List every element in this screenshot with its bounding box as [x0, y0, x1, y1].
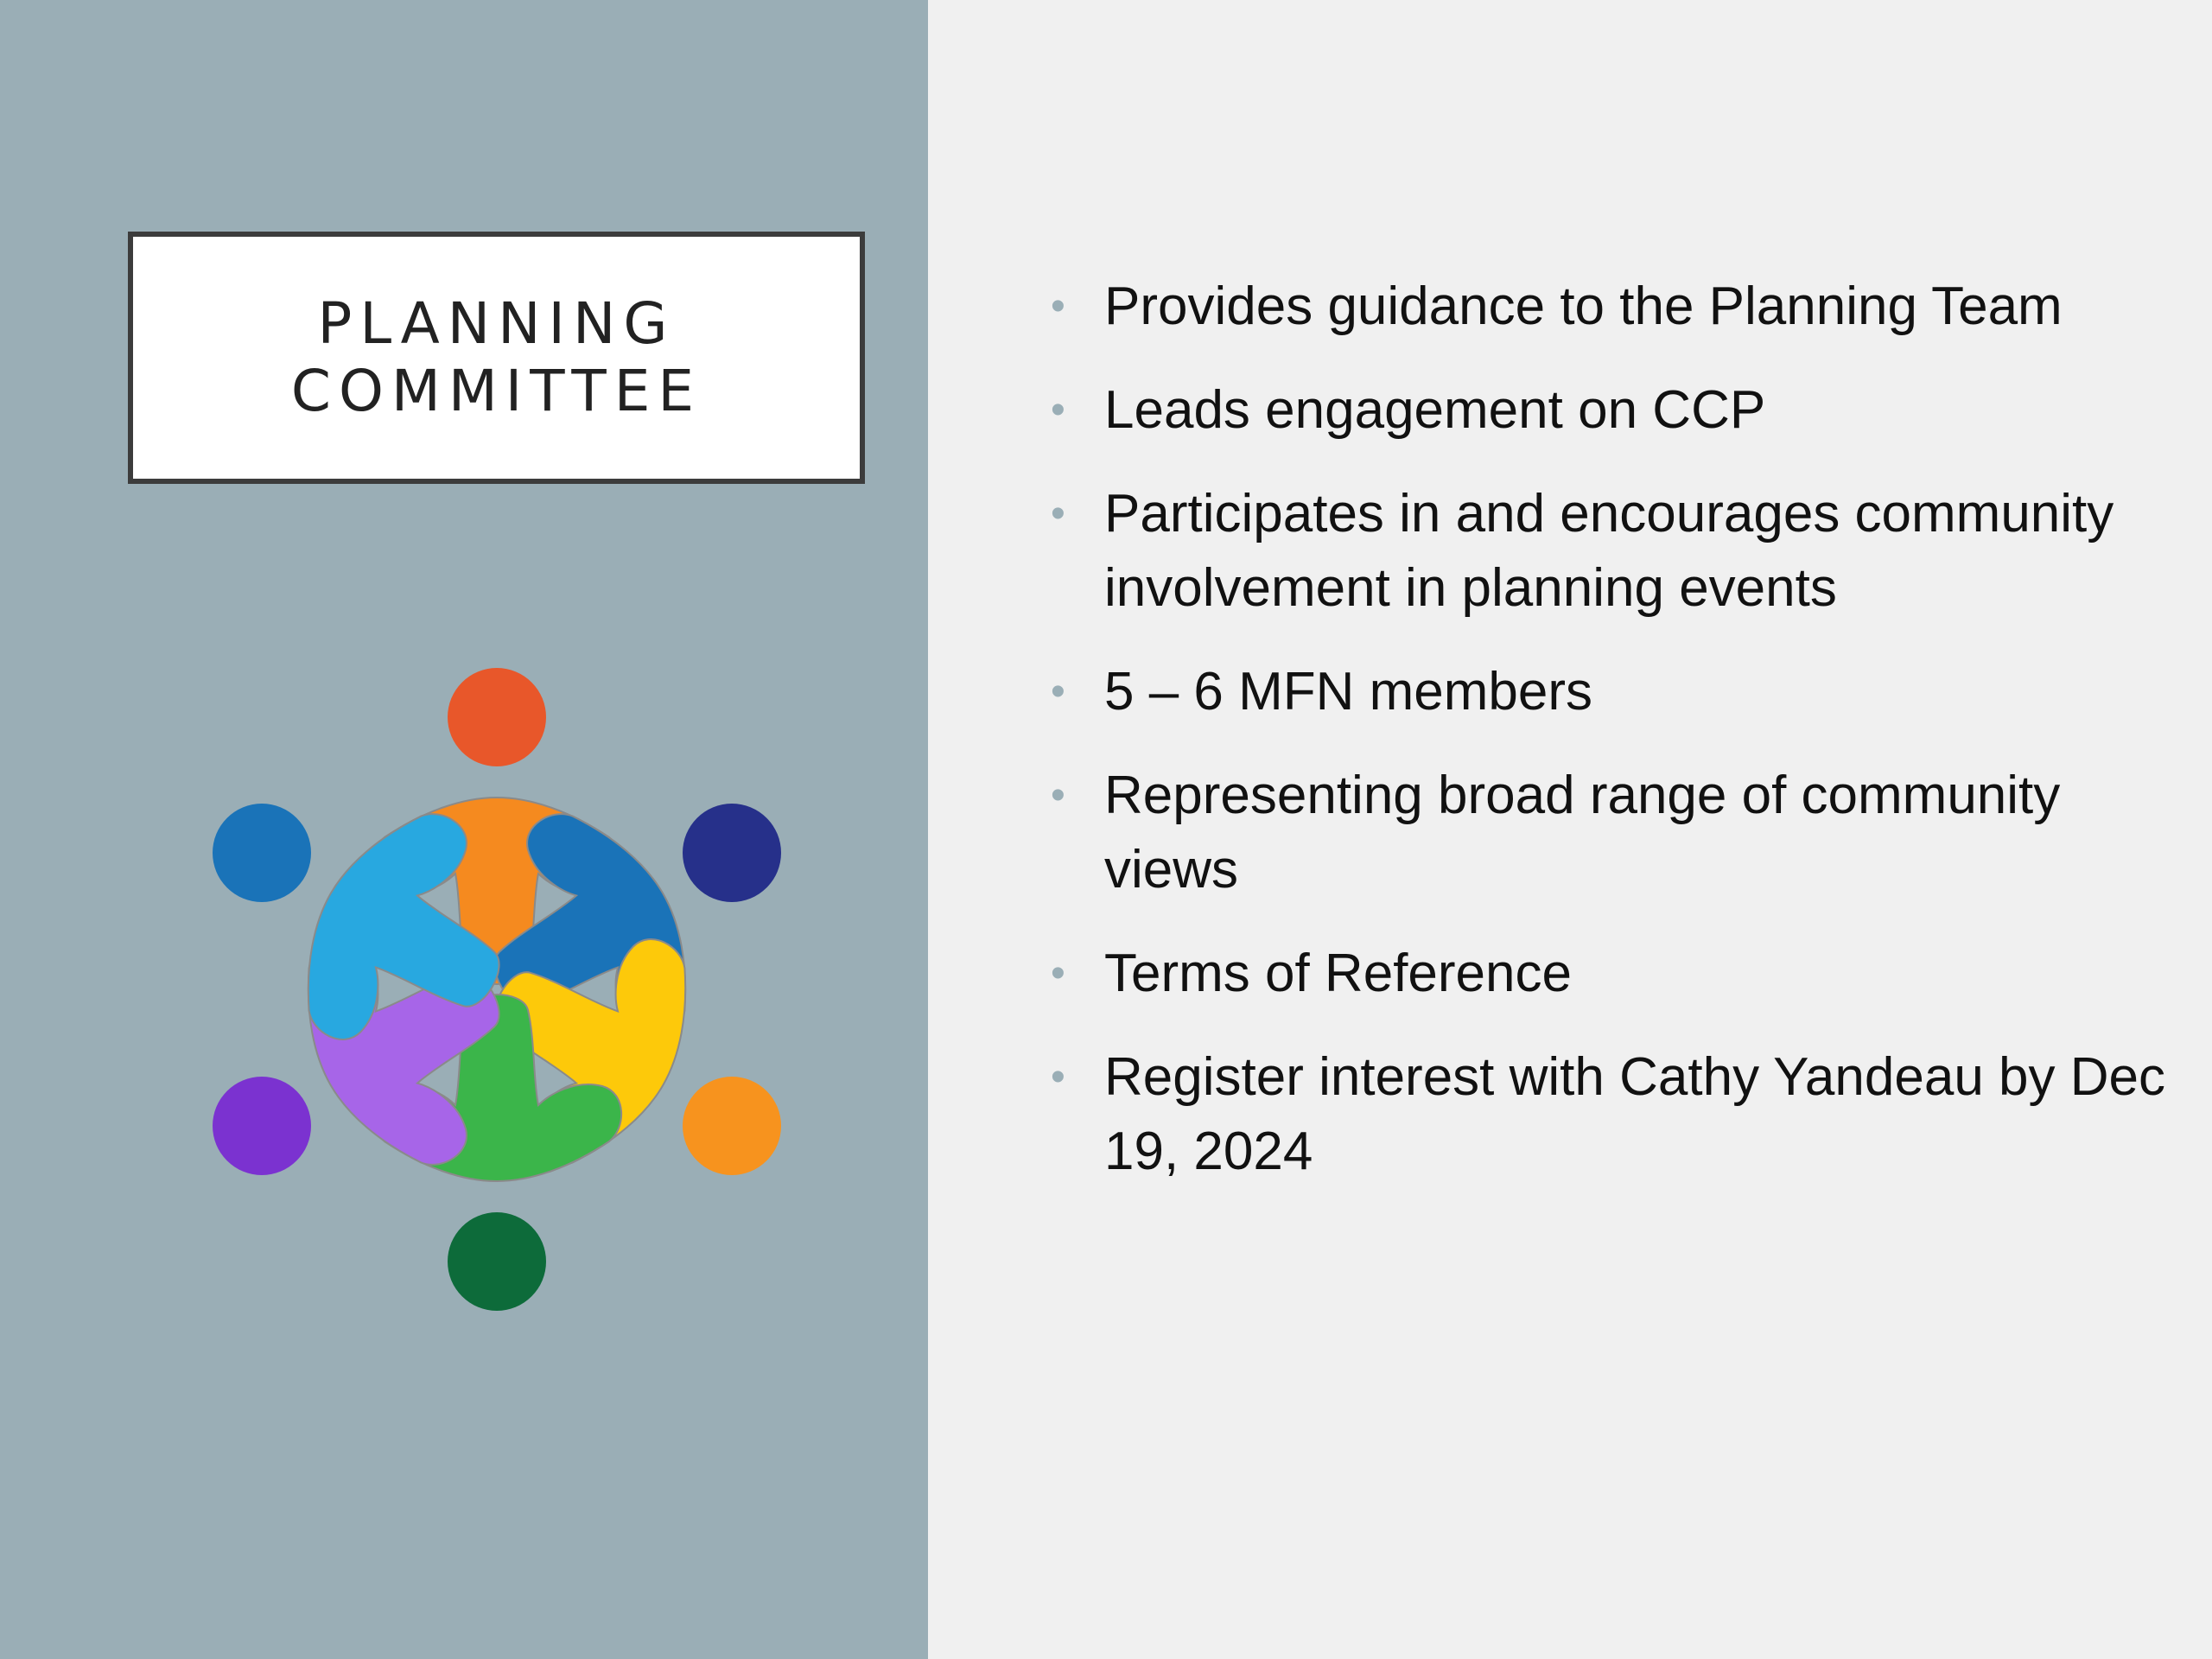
bullet-icon: •: [1051, 950, 1065, 996]
people-circle-icon: [138, 575, 864, 1395]
bullet-text: 5 – 6 MFN members: [1104, 662, 1593, 721]
bullet-icon: •: [1051, 491, 1065, 537]
bullet-item: [1042, 937, 2165, 1011]
title-line-1: PLANNING: [317, 290, 676, 357]
bullet-list: [1042, 270, 2165, 1218]
bullet-icon: •: [1051, 772, 1065, 818]
bullet-text: Participates in and encourages community involvement in planning events: [1104, 484, 2114, 618]
bullet-text: Provides guidance to the Planning Team: [1104, 276, 2063, 336]
title-box: [128, 232, 865, 484]
bullet-item: [1042, 759, 2165, 907]
bullet-text: Terms of Reference: [1104, 944, 1572, 1003]
left-panel: [0, 0, 928, 1659]
bullet-item: [1042, 1040, 2165, 1189]
bullet-text: Representing broad range of community views: [1104, 766, 2061, 899]
bullet-icon: •: [1051, 1054, 1065, 1100]
bullet-icon: •: [1051, 669, 1065, 715]
bullet-item: [1042, 477, 2165, 626]
bullet-item: [1042, 655, 2165, 729]
bullet-text: Leads engagement on CCP: [1104, 380, 1766, 440]
title-line-2: COMMITTEE: [290, 358, 702, 424]
bullet-icon: •: [1051, 283, 1065, 329]
bullet-item: [1042, 270, 2165, 344]
bullet-icon: •: [1051, 387, 1065, 433]
bullet-text: Register interest with Cathy Yandeau by Dec 19, 2024: [1104, 1047, 2166, 1181]
bullet-item: [1042, 373, 2165, 448]
